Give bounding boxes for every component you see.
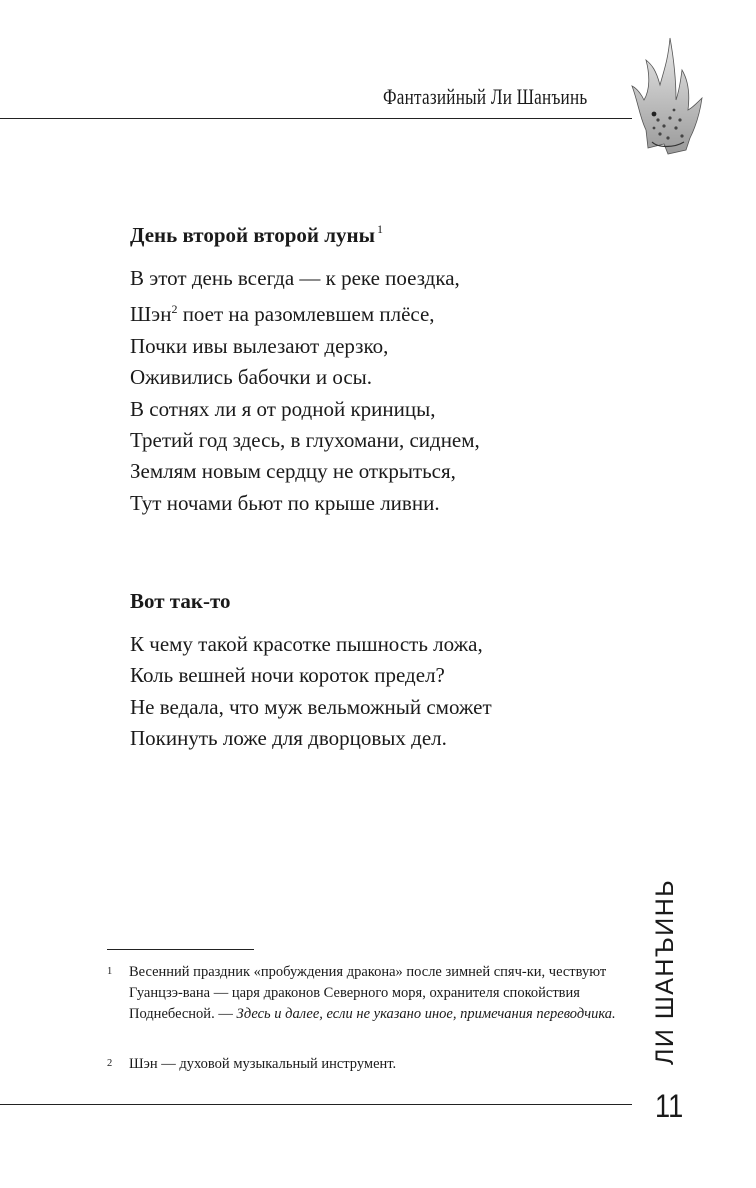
page-number: 11 [655, 1088, 684, 1124]
poem-line [130, 294, 480, 330]
poem-line: Землям новым сердцу не открыться, [130, 459, 456, 484]
poem-line-start: Шэн [130, 302, 172, 327]
dragon-emblem-icon [630, 30, 704, 160]
side-author-title: ЛИ ШАНЪИНЬ [651, 878, 679, 1065]
poem-1-title [130, 222, 383, 248]
poem-line: Покинуть ложе для дворцовых дел. [130, 726, 447, 751]
poem-line: Оживились бабочки и осы. [130, 365, 373, 390]
footnote-number: 1 [107, 966, 113, 977]
footnote-text: Шэн — духовой музыкальный инструмент. [129, 1056, 397, 1072]
poem-1-title-text: День второй второй луны [130, 223, 376, 247]
footnote-text [129, 962, 637, 1025]
footnote-ref-1: 1 [377, 222, 384, 236]
poem-line: К чему такой красотке пышность ложа, [130, 632, 483, 656]
footnote-text-main: Весенний праздник «пробуждения дракона» после зимней спяч-ки, чествуют Гуанцзэ-вана — царя драконов Северного моря, охранителя спокойствия Поднебесной. — [129, 964, 607, 1022]
poem-2-title [130, 589, 231, 614]
header-rule [0, 118, 632, 119]
poem-line: Не ведала, что муж вельможный сможет [130, 694, 492, 719]
footnote-ref-2: 2 [171, 302, 178, 317]
poem-line: В сотнях ли я от родной криницы, [130, 396, 436, 421]
poem-line: В этот день всегда — к реке поездка, [130, 266, 460, 290]
poem-2-title-text: Вот так-то [130, 589, 231, 613]
footnote-2 [107, 1054, 637, 1075]
poem-1-body [130, 263, 480, 519]
footnote-number: 2 [107, 1058, 113, 1069]
footnote-separator [107, 949, 254, 950]
poem-line: Почки ивы вылезают дерзко, [130, 333, 389, 358]
footnote-1 [107, 962, 637, 1025]
running-header-title: Фантазийный Ли Шанъинь [383, 84, 588, 109]
poem-2-body [130, 629, 492, 755]
footer-rule [0, 1104, 632, 1105]
poem-line: Третий год здесь, в глухомани, сиднем, [130, 428, 480, 453]
poem-line-rest: поет на разомлевшем плёсе, [177, 302, 435, 327]
poem-line: Тут ночами бьют по крыше ливни. [130, 490, 440, 515]
footnote-text-italic: Здесь и далее, если не указано иное, примечания переводчика. [236, 1006, 616, 1022]
poem-line: Коль вешней ночи короток предел? [130, 663, 445, 688]
